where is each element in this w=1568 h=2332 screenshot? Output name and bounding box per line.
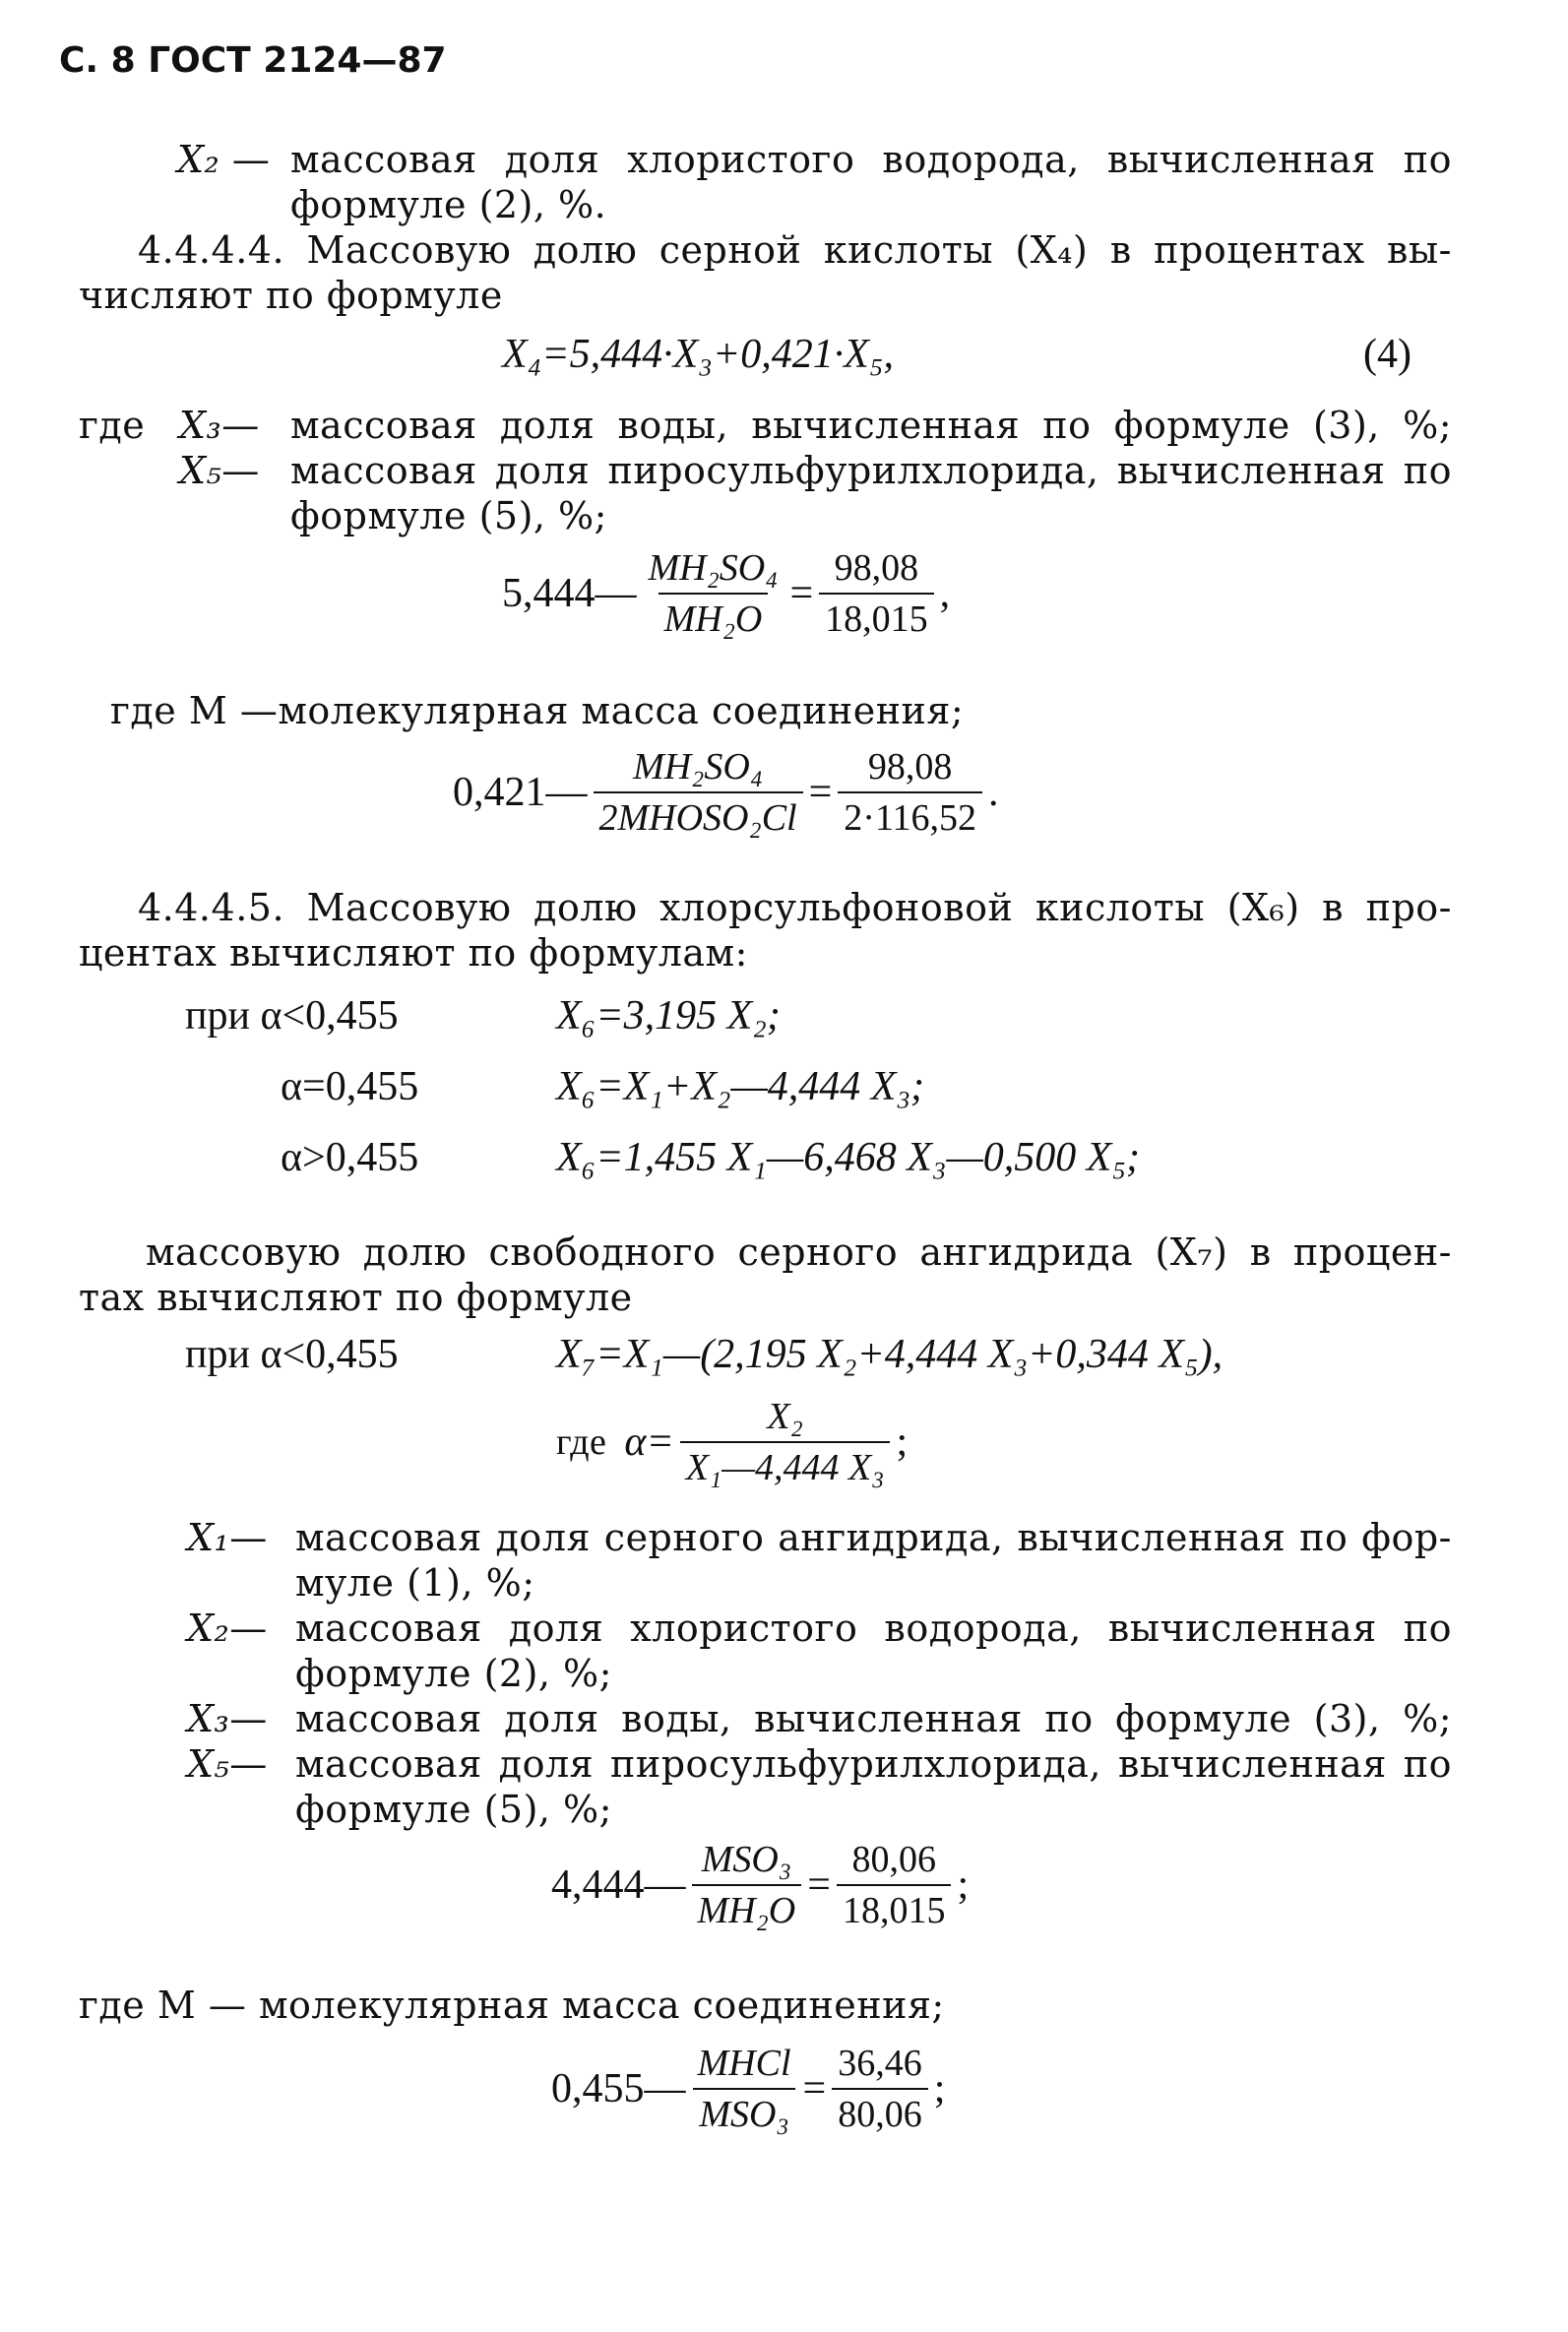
def2-x3-symbol: X₃— [187, 1697, 268, 1740]
x7-intro-line2: тах вычисляют по формуле [79, 1276, 633, 1319]
def-x3-text: массовая доля воды, вычисленная по формуле (3), %; [290, 404, 1452, 447]
section-4-4-4-4-line1: 4.4.4.4. Массовую долю серной кислоты (X₄) в процентах вы- [138, 228, 1452, 272]
def-x2-line1: массовая доля хлористого водорода, вычисленная по [290, 138, 1452, 181]
fraction-98-18: $\frac{98,08}{18,015}$ [819, 547, 934, 640]
def-x3-symbol: X₃— [179, 404, 260, 447]
where-label: где [79, 404, 146, 447]
case-2-condition: α=0,455 [281, 1064, 419, 1109]
fraction-80-18: $\frac{80,06}{18,015}$ [837, 1839, 952, 1931]
alpha-definition: где α= $\frac{\text{X₂}}{\text{X₁—4,444 X₃}}$ ; [556, 1396, 909, 1488]
case-2-expression: X₆=X₁+X₂—4,444 X₃; [556, 1064, 925, 1109]
def2-x1-line1: массовая доля серного ангидрида, вычисленная по фор- [295, 1516, 1452, 1559]
case-1-condition: при α<0,455 [185, 993, 399, 1039]
case-1-expression: X₆=3,195 X₂; [556, 993, 781, 1039]
where-m-molecular-2: где M — молекулярная масса соединения; [79, 1984, 945, 2027]
def-x5-line1: массовая доля пиросульфурилхлорида, вычисленная по [290, 449, 1452, 492]
x7-expression: X₇=X₁—(2,195 X₂+4,444 X₃+0,344 X₅), [556, 1332, 1223, 1377]
x7-condition: при α<0,455 [185, 1332, 399, 1377]
fraction-alpha: $\frac{\text{X₂}}{\text{X₁—4,444 X₃}}$ [680, 1396, 891, 1488]
formula-4444: 4,444— $\frac{\text{MSO₃}}{\text{MH₂O}}$ = $\frac{80,06}{18,015}$ ; [551, 1839, 970, 1931]
formula-0421: 0,421— $\frac{\text{MH₂SO₄}}{\text{2MHOSO₂Cl}}$ = $\frac{98,08}{2\cdot 116,52}$ . [453, 746, 999, 839]
def2-x1-symbol: X₁— [187, 1516, 268, 1559]
def2-x1-line2: муле (1), %; [295, 1561, 535, 1605]
def-x2-symbol: X₂ — [177, 138, 271, 181]
case-3-expression: X₆=1,455 X₁—6,468 X₃—0,500 X₅; [556, 1135, 1141, 1180]
def-x5-symbol: X₅— [179, 449, 260, 492]
equation-4-number: (4) [1363, 332, 1411, 377]
section-4-4-4-4-line2: числяют по формуле [79, 274, 503, 317]
def2-x2-line1: массовая доля хлористого водорода, вычисленная по [295, 1607, 1452, 1650]
formula-5444: 5,444— $\frac{\text{MH₂SO₄}}{\text{MH₂O}}$ = $\frac{98,08}{18,015}$ , [502, 547, 951, 640]
def2-x3-line1: массовая доля воды, вычисленная по формуле (3), %; [295, 1697, 1452, 1740]
section-4-4-4-5-line1: 4.4.4.5. Массовую долю хлорсульфоновой кислоты (X₆) в про- [138, 886, 1452, 929]
formula-0455: 0,455— $\frac{\text{MHCl}}{\text{MSO₃}}$ = $\frac{36,46}{80,06}$ ; [551, 2043, 946, 2135]
fraction-mh2so4-2mhoso2cl: $\frac{\text{MH₂SO₄}}{\text{2MHOSO₂Cl}}$ [594, 746, 803, 839]
fraction-98-2x116: $\frac{98,08}{2\cdot 116,52}$ [838, 746, 982, 839]
x7-intro-line1: массовую долю свободного серного ангидрида (X₇) в процен- [146, 1230, 1452, 1274]
def-x5-line2: формуле (5), %; [290, 494, 607, 537]
fraction-mh2so4-mh2o: $\frac{\text{MH₂SO₄}}{\text{MH₂O}}$ [648, 547, 779, 640]
fraction-mhcl-mso3: $\frac{\text{MHCl}}{\text{MSO₃}}$ [692, 2043, 797, 2135]
fraction-mso3-mh2o: $\frac{\text{MSO₃}}{\text{MH₂O}}$ [692, 1839, 802, 1931]
def2-x5-line2: формуле (5), %; [295, 1788, 612, 1831]
fraction-36-80: $\frac{36,46}{80,06}$ [832, 2043, 928, 2135]
def-x2-line2: формуле (2), %. [290, 183, 607, 226]
case-3-condition: α>0,455 [281, 1135, 419, 1180]
def2-x5-line1: массовая доля пиросульфурилхлорида, вычисленная по [295, 1742, 1452, 1786]
def2-x2-line2: формуле (2), %; [295, 1652, 612, 1695]
def2-x2-symbol: X₂— [187, 1607, 268, 1650]
section-4-4-4-5-line2: центах вычисляют по формулам: [79, 931, 748, 975]
def2-x5-symbol: X₅— [187, 1742, 268, 1786]
page-header: С. 8 ГОСТ 2124—87 [59, 40, 447, 81]
where-m-molecular-1: где M —молекулярная масса соединения; [110, 689, 965, 732]
equation-4: X₄=5,444·X₃+0,421·X₅, [502, 332, 894, 377]
